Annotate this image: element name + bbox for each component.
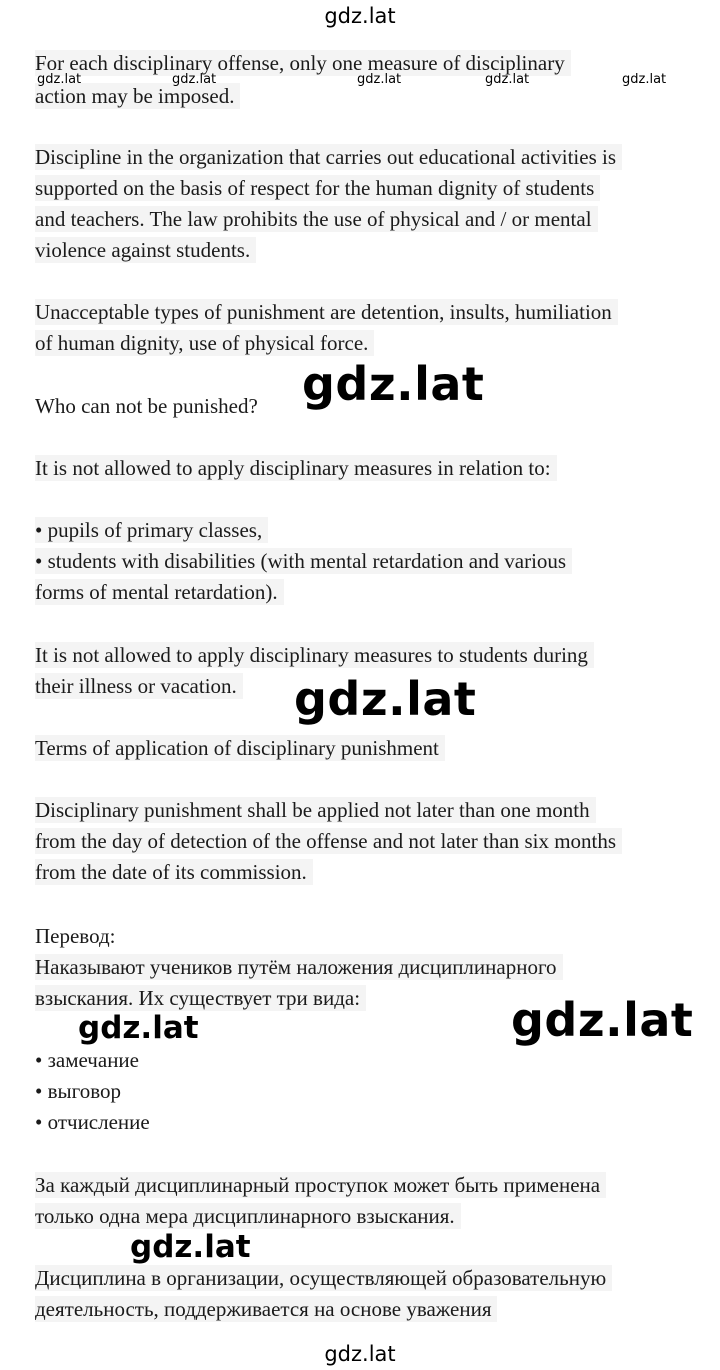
- watermark-bottom: gdz.lat: [324, 1342, 396, 1366]
- text-line: • students with disabilities (with mental retardation and various: [35, 548, 572, 574]
- text-line: Discipline in the organization that carries out educational activities is: [35, 144, 622, 170]
- watermark-medium: gdz.lat: [130, 1229, 251, 1265]
- text-line: Дисциплина в организации, осуществляющей образовательную: [35, 1265, 612, 1291]
- text-line: деятельность, поддерживается на основе уважения: [35, 1296, 497, 1322]
- text-line: violence against students.: [35, 237, 256, 263]
- watermark-small: gdz.lat: [172, 72, 217, 87]
- watermark-small: gdz.lat: [37, 72, 82, 87]
- text-line: • выговор: [35, 1079, 121, 1103]
- text-line: from the date of its commission.: [35, 859, 313, 885]
- text-line: and teachers. The law prohibits the use of physical and / or mental: [35, 206, 598, 232]
- text-line: Перевод:: [35, 924, 116, 948]
- text-line: • замечание: [35, 1048, 139, 1072]
- text-line: Terms of application of disciplinary punishment: [35, 735, 445, 761]
- text-line: It is not allowed to apply disciplinary measures to students during: [35, 642, 594, 668]
- text-line: Disciplinary punishment shall be applied not later than one month: [35, 797, 596, 823]
- text-line: It is not allowed to apply disciplinary measures in relation to:: [35, 455, 557, 481]
- text-line: supported on the basis of respect for the human dignity of students: [35, 175, 600, 201]
- text-line: forms of mental retardation).: [35, 579, 284, 605]
- text-line: Наказывают учеников путём наложения дисциплинарного: [35, 954, 563, 980]
- text-line: • отчисление: [35, 1110, 150, 1134]
- text-line: Unacceptable types of punishment are detention, insults, humiliation: [35, 299, 618, 325]
- watermark-small: gdz.lat: [357, 72, 402, 87]
- watermark-medium: gdz.lat: [78, 1010, 199, 1046]
- text-line: только одна мера дисциплинарного взыскания.: [35, 1203, 461, 1229]
- watermark-small: gdz.lat: [485, 72, 530, 87]
- text-line: Who can not be punished?: [35, 394, 258, 418]
- watermark-small: gdz.lat: [622, 72, 667, 87]
- text-line: За каждый дисциплинарный проступок может быть применена: [35, 1172, 606, 1198]
- text-line: For each disciplinary offense, only one measure of disciplinary: [35, 50, 571, 76]
- text-line: action may be imposed.: [35, 83, 240, 109]
- text-line: взыскания. Их существует три вида:: [35, 985, 366, 1011]
- watermark-large: gdz.lat: [511, 993, 694, 1047]
- watermark-large: gdz.lat: [302, 357, 485, 411]
- text-line: their illness or vacation.: [35, 673, 243, 699]
- text-line: • pupils of primary classes,: [35, 517, 268, 543]
- watermark-top: gdz.lat: [324, 4, 396, 28]
- watermark-large: gdz.lat: [294, 672, 477, 726]
- text-line: from the day of detection of the offense and not later than six months: [35, 828, 622, 854]
- text-line: of human dignity, use of physical force.: [35, 330, 374, 356]
